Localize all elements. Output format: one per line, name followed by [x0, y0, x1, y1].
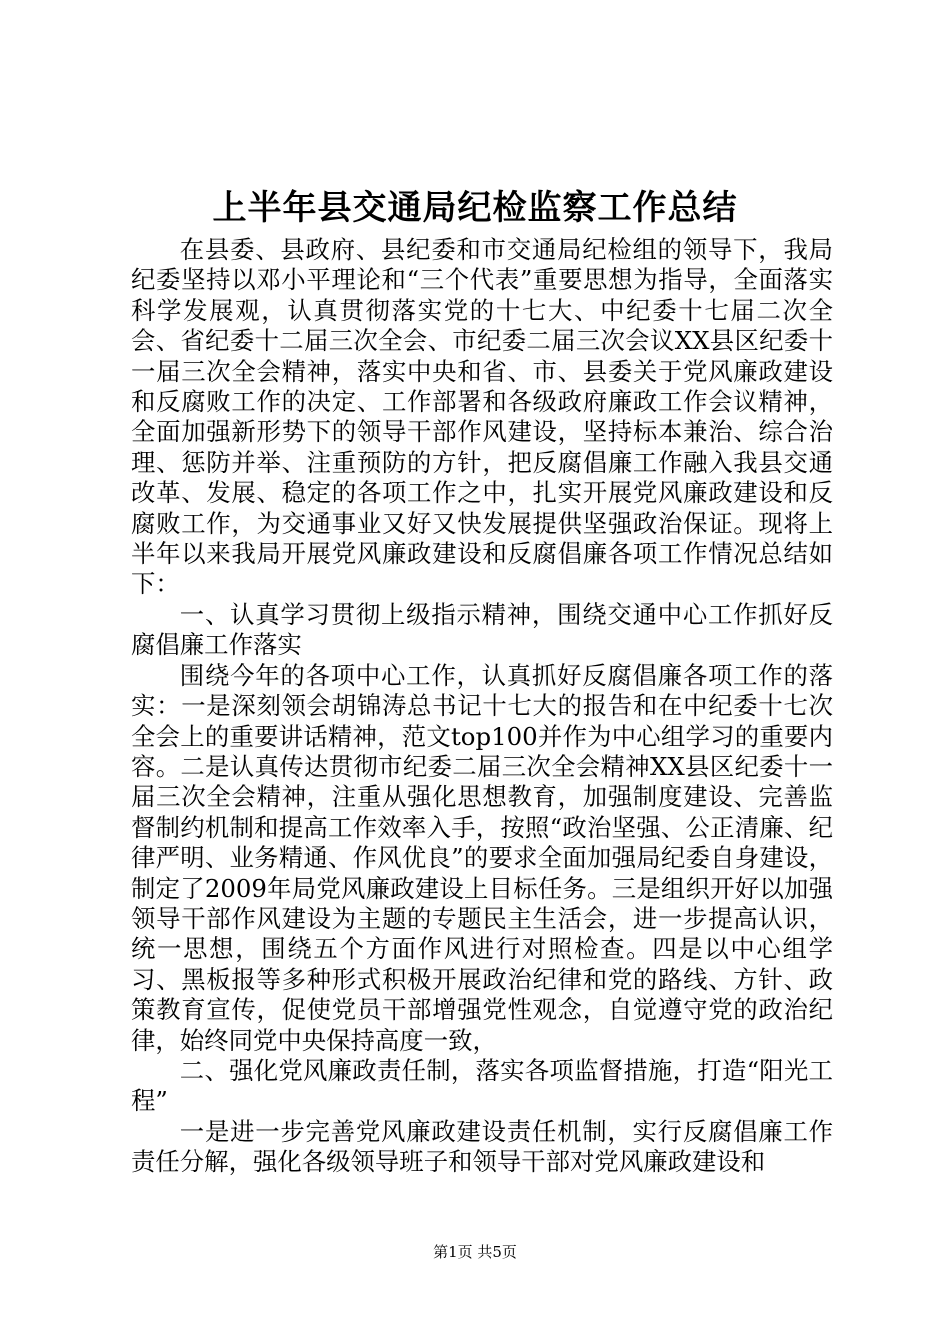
intro-paragraph: 在县委、县政府、县纪委和市交通局纪检组的领导下，我局纪委坚持以邓小平理论和“三个代表”重要思想为指导，全面落实科学发展观，认真贯彻落实党的十七大、中纪委十七届二次全会、省纪委十二届三次全会、市纪委二届三次会议XX县区纪委十一届三次全会精神，落实中央和省、市、县委关于党风廉政建设和反腐败工作的决定、工作部署和各级政府廉政工作会议精神，全面加强新形势下的领导干部作风建设，坚持标本兼治、综合治理、惩防并举、注重预防的方针，把反腐倡廉工作融入我县交通改革、发展、稳定的各项工作之中，扎实开展党风廉政建设和反腐败工作，为交通事业又好又快发展提供坚强政治保证。现将上半年以来我局开展党风廉政建设和反腐倡廉各项工作情况总结如下：	[131, 235, 833, 599]
document-body	[131, 235, 833, 1178]
section-heading-1: 一、认真学习贯彻上级指示精神，围绕交通中心工作抓好反腐倡廉工作落实	[131, 599, 833, 660]
section-heading-2: 二、强化党风廉政责任制，落实各项监督措施，打造“阳光工程”	[131, 1055, 833, 1116]
section-2-paragraph: 一是进一步完善党风廉政建设责任机制，实行反腐倡廉工作责任分解，强化各级领导班子和领导干部对党风廉政建设和	[131, 1116, 833, 1177]
section-1-paragraph: 围绕今年的各项中心工作，认真抓好反腐倡廉各项工作的落实：一是深刻领会胡锦涛总书记十七大的报告和在中纪委十七次全会上的重要讲话精神，范文top100并作为中心组学习的重要内容。二是认真传达贯彻市纪委二届三次全会精神XX县区纪委十一届三次全会精神，注重从强化思想教育，加强制度建设、完善监督制约机制和提高工作效率入手，按照“政治坚强、公正清廉、纪律严明、业务精通、作风优良”的要求全面加强局纪委自身建设，制定了2009年局党风廉政建设上目标任务。三是组织开好以加强领导干部作风建设为主题的专题民主生活会，进一步提高认识，统一思想，围绕五个方面作风进行对照检查。四是以中心组学习、黑板报等多种形式积极开展政治纪律和党的路线、方针、政策教育宣传，促使党员干部增强党性观念，自觉遵守党的政治纪律，始终同党中央保持高度一致，	[131, 660, 833, 1055]
document-title: 上半年县交通局纪检监察工作总结	[212, 188, 738, 228]
page-footer: 第1页 共5页	[433, 1243, 517, 1261]
